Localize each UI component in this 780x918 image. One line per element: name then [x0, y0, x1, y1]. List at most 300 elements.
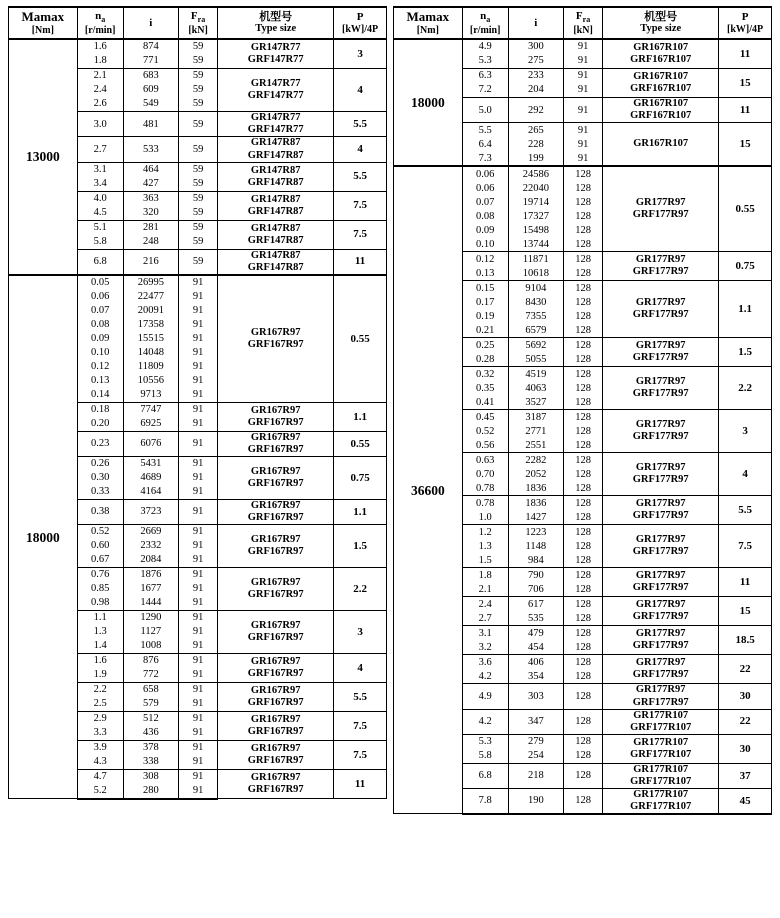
type-size-cell — [603, 788, 719, 814]
na-cell: 2.4 — [462, 597, 508, 612]
i-cell: 281 — [123, 220, 178, 235]
type-size-cell — [218, 524, 334, 567]
power-cell: 37 — [719, 763, 772, 788]
na-cell: 0.52 — [77, 524, 123, 539]
i-cell: 190 — [508, 788, 563, 814]
power-cell: 22 — [719, 655, 772, 684]
fra-cell: 59 — [178, 206, 217, 221]
fra-cell: 128 — [563, 281, 602, 296]
fra-cell: 91 — [178, 304, 217, 318]
type-size-line: GR177R97 — [635, 599, 686, 611]
fra-cell: 128 — [563, 640, 602, 655]
fra-cell: 91 — [178, 711, 217, 726]
i-cell: 308 — [123, 769, 178, 784]
na-cell: 3.4 — [77, 177, 123, 192]
fra-cell: 91 — [178, 539, 217, 553]
na-cell: 0.06 — [77, 290, 123, 304]
type-size-line: GRF177R107 — [630, 721, 692, 733]
na-cell: 0.15 — [462, 281, 508, 296]
i-cell: 233 — [508, 69, 563, 84]
header-p-unit: [kW]/4P — [727, 23, 764, 35]
fra-cell: 59 — [178, 249, 217, 275]
type-size-line: GR167R97 — [250, 404, 301, 416]
i-cell: 17358 — [123, 318, 178, 332]
na-cell: 2.7 — [462, 611, 508, 626]
fra-cell: 128 — [563, 467, 602, 481]
mamax-cell: 18000 — [394, 39, 463, 166]
header-na-symbol: n — [95, 10, 102, 22]
type-size-line: GR167R97 — [250, 576, 301, 588]
na-cell: 1.1 — [77, 610, 123, 625]
fra-cell: 128 — [563, 582, 602, 597]
type-size-line: GR177R107 — [633, 736, 689, 748]
type-size-cell — [218, 567, 334, 610]
na-cell: 0.30 — [77, 471, 123, 485]
power-cell: 5.5 — [334, 112, 387, 137]
header-fra-label — [564, 10, 602, 25]
fra-cell: 128 — [563, 424, 602, 438]
power-cell: 7.5 — [719, 525, 772, 568]
type-size-line: GRF147R87 — [247, 205, 304, 217]
type-size-line: GR167R107 — [633, 42, 689, 54]
fra-cell: 91 — [178, 653, 217, 668]
fra-cell: 128 — [563, 195, 602, 209]
type-size-line: GRF167R107 — [630, 110, 692, 122]
fra-cell: 128 — [563, 709, 602, 734]
fra-cell: 128 — [563, 453, 602, 468]
type-size-line: GRF147R87 — [247, 176, 304, 188]
type-size-line: GR177R107 — [633, 788, 689, 800]
power-cell: 2.2 — [719, 367, 772, 410]
fra-cell: 91 — [178, 402, 217, 417]
type-size-line: GR177R97 — [635, 419, 686, 431]
type-size-line: GR167R97 — [250, 619, 301, 631]
na-cell: 0.07 — [462, 195, 508, 209]
na-cell: 0.21 — [462, 323, 508, 338]
header-p — [334, 7, 387, 39]
i-cell: 454 — [508, 640, 563, 655]
fra-cell: 59 — [178, 162, 217, 177]
type-size-line: GR147R87 — [250, 249, 301, 261]
fra-cell: 128 — [563, 438, 602, 453]
fra-cell: 128 — [563, 611, 602, 626]
i-cell: 1836 — [508, 496, 563, 511]
na-cell: 5.1 — [77, 220, 123, 235]
i-cell: 320 — [123, 206, 178, 221]
i-cell: 8430 — [508, 295, 563, 309]
na-cell: 0.25 — [462, 338, 508, 353]
i-cell: 6579 — [508, 323, 563, 338]
header-na-label — [78, 10, 123, 25]
i-cell: 2669 — [123, 524, 178, 539]
type-size-cell — [603, 496, 719, 525]
type-size-line: GR177R97 — [635, 462, 686, 474]
header-type-en: Type size — [640, 23, 682, 35]
i-cell: 512 — [123, 711, 178, 726]
header-p-label: P — [741, 11, 749, 24]
type-size-line: GR167R107 — [633, 98, 689, 110]
i-cell: 3527 — [508, 395, 563, 410]
fra-cell: 128 — [563, 323, 602, 338]
type-size-line: GR147R87 — [250, 164, 301, 176]
na-cell: 1.3 — [462, 539, 508, 553]
type-size-line: GR147R87 — [250, 222, 301, 234]
na-cell: 0.98 — [77, 596, 123, 611]
type-size-cell — [218, 431, 334, 456]
type-size-line: GRF177R97 — [632, 510, 689, 522]
i-cell: 479 — [508, 626, 563, 641]
fra-cell: 91 — [178, 346, 217, 360]
fra-cell: 91 — [178, 682, 217, 697]
type-size-cell — [218, 39, 334, 69]
power-cell: 30 — [719, 734, 772, 763]
na-cell: 0.12 — [77, 360, 123, 374]
na-cell: 0.06 — [462, 166, 508, 181]
type-size-line: GRF167R97 — [247, 696, 304, 708]
fra-cell: 59 — [178, 137, 217, 162]
type-size-line: GR177R97 — [635, 570, 686, 582]
table-row — [9, 275, 387, 290]
i-cell: 248 — [123, 235, 178, 250]
power-cell: 3 — [719, 410, 772, 453]
na-cell: 3.9 — [77, 740, 123, 755]
na-cell: 0.63 — [462, 453, 508, 468]
type-size-line: GRF177R97 — [632, 611, 689, 623]
fra-cell: 128 — [563, 181, 602, 195]
type-size-line: GR177R97 — [635, 534, 686, 546]
header-mamax-unit: [Nm] — [31, 24, 54, 36]
type-size-line: GR167R97 — [250, 499, 301, 511]
table-row — [394, 39, 772, 54]
header-fra-subscript: ra — [582, 15, 591, 25]
fra-cell: 59 — [178, 177, 217, 192]
header-na-unit: [r/min] — [84, 25, 116, 37]
na-cell: 0.26 — [77, 456, 123, 471]
i-cell: 280 — [123, 784, 178, 799]
i-cell: 13744 — [508, 237, 563, 252]
fra-cell: 128 — [563, 510, 602, 525]
type-size-cell — [603, 763, 719, 788]
power-cell: 5.5 — [334, 162, 387, 191]
na-cell: 1.4 — [77, 639, 123, 654]
type-size-line: GRF177R107 — [630, 775, 692, 787]
power-cell: 11 — [334, 769, 387, 799]
power-cell: 11 — [334, 249, 387, 275]
header-fra-symbol: F — [575, 10, 583, 22]
i-cell: 10618 — [508, 266, 563, 281]
type-size-cell — [218, 769, 334, 799]
fra-cell: 128 — [563, 481, 602, 496]
i-cell: 6925 — [123, 417, 178, 432]
i-cell: 292 — [508, 98, 563, 123]
fra-cell: 91 — [563, 54, 602, 69]
type-size-line: GR177R97 — [635, 340, 686, 352]
fra-cell: 91 — [563, 151, 602, 166]
type-size-line: GRF177R97 — [632, 582, 689, 594]
fra-cell: 128 — [563, 655, 602, 670]
fra-cell: 91 — [178, 625, 217, 639]
header-na — [77, 7, 123, 39]
fra-cell: 128 — [563, 295, 602, 309]
na-cell: 0.38 — [77, 499, 123, 524]
i-cell: 4689 — [123, 471, 178, 485]
fra-cell: 128 — [563, 626, 602, 641]
na-cell: 4.9 — [462, 39, 508, 54]
fra-cell: 91 — [563, 137, 602, 151]
na-cell: 0.12 — [462, 252, 508, 267]
fra-cell: 59 — [178, 235, 217, 250]
power-cell: 5.5 — [334, 682, 387, 711]
fra-cell: 91 — [178, 431, 217, 456]
na-cell: 3.3 — [77, 726, 123, 741]
power-cell: 22 — [719, 709, 772, 734]
type-size-cell — [218, 711, 334, 740]
type-size-line: GRF147R77 — [247, 90, 304, 102]
fra-cell: 91 — [563, 39, 602, 54]
i-cell: 609 — [123, 83, 178, 97]
fra-cell: 128 — [563, 223, 602, 237]
type-size-cell — [603, 410, 719, 453]
fra-cell: 91 — [178, 668, 217, 683]
na-cell: 0.33 — [77, 485, 123, 500]
type-size-line: GR167R97 — [250, 655, 301, 667]
fra-cell: 91 — [178, 471, 217, 485]
i-cell: 436 — [123, 726, 178, 741]
i-cell: 378 — [123, 740, 178, 755]
type-size-line: GR147R87 — [250, 137, 301, 149]
type-size-cell — [603, 166, 719, 252]
i-cell: 2084 — [123, 553, 178, 568]
i-cell: 2771 — [508, 424, 563, 438]
fra-cell: 91 — [178, 499, 217, 524]
type-size-cell — [218, 191, 334, 220]
fra-cell: 91 — [178, 610, 217, 625]
i-cell: 228 — [508, 137, 563, 151]
na-cell: 7.3 — [462, 151, 508, 166]
i-cell: 984 — [508, 553, 563, 568]
type-size-cell — [603, 338, 719, 367]
na-cell: 1.0 — [462, 510, 508, 525]
header-fra-label — [179, 10, 217, 25]
na-cell: 1.6 — [77, 39, 123, 54]
i-cell: 6076 — [123, 431, 178, 456]
na-cell: 2.1 — [462, 582, 508, 597]
i-cell: 5431 — [123, 456, 178, 471]
power-cell: 3 — [334, 39, 387, 69]
power-cell: 30 — [719, 684, 772, 709]
power-cell: 15 — [719, 69, 772, 98]
left-table-body — [9, 39, 387, 799]
power-cell: 1.1 — [334, 402, 387, 431]
fra-cell: 128 — [563, 763, 602, 788]
power-cell: 5.5 — [719, 496, 772, 525]
type-size-line: GRF177R97 — [632, 431, 689, 443]
na-cell: 5.3 — [462, 54, 508, 69]
fra-cell: 128 — [563, 669, 602, 684]
type-size-cell — [603, 597, 719, 626]
type-size-line: GR167R97 — [250, 772, 301, 784]
header-row — [394, 7, 772, 39]
power-cell: 4 — [334, 137, 387, 162]
na-cell: 2.4 — [77, 83, 123, 97]
i-cell: 4063 — [508, 381, 563, 395]
fra-cell: 91 — [178, 769, 217, 784]
power-cell: 15 — [719, 123, 772, 167]
power-cell: 7.5 — [334, 220, 387, 249]
na-cell: 4.7 — [77, 769, 123, 784]
type-size-cell — [603, 655, 719, 684]
type-size-line: GRF147R77 — [247, 54, 304, 66]
mamax-cell: 18000 — [9, 275, 78, 799]
na-cell: 6.8 — [462, 763, 508, 788]
table-row — [9, 39, 387, 54]
fra-cell: 128 — [563, 749, 602, 764]
right-table — [393, 6, 772, 815]
power-cell: 4 — [334, 653, 387, 682]
type-size-cell — [603, 69, 719, 98]
na-cell: 1.6 — [77, 653, 123, 668]
i-cell: 9104 — [508, 281, 563, 296]
power-cell: 45 — [719, 788, 772, 814]
fra-cell: 128 — [563, 252, 602, 267]
power-cell: 7.5 — [334, 711, 387, 740]
i-cell: 19714 — [508, 195, 563, 209]
i-cell: 2282 — [508, 453, 563, 468]
type-size-line: GRF177R97 — [632, 696, 689, 708]
na-cell: 4.3 — [77, 755, 123, 770]
na-cell: 5.0 — [462, 98, 508, 123]
na-cell: 7.8 — [462, 788, 508, 814]
type-size-cell — [218, 456, 334, 499]
i-cell: 22040 — [508, 181, 563, 195]
header-fra-unit: [kN] — [188, 25, 208, 37]
type-size-line: GRF167R97 — [247, 631, 304, 643]
i-cell: 14048 — [123, 346, 178, 360]
i-cell: 7747 — [123, 402, 178, 417]
type-size-cell — [603, 626, 719, 655]
na-cell: 2.2 — [77, 682, 123, 697]
type-size-cell — [603, 367, 719, 410]
fra-cell: 91 — [178, 567, 217, 582]
header-na-unit: [r/min] — [469, 25, 501, 37]
fra-cell: 128 — [563, 381, 602, 395]
type-size-cell — [603, 98, 719, 123]
header-mamax-label: Mamax — [406, 9, 450, 25]
type-size-line: GRF177R97 — [632, 669, 689, 681]
type-size-line: GRF147R87 — [247, 234, 304, 246]
i-cell: 303 — [508, 684, 563, 709]
power-cell: 3 — [334, 610, 387, 653]
power-cell: 18.5 — [719, 626, 772, 655]
type-size-cell — [218, 653, 334, 682]
header-mamax-unit: [Nm] — [416, 24, 439, 36]
na-cell: 6.8 — [77, 249, 123, 275]
i-cell: 3187 — [508, 410, 563, 425]
fra-cell: 128 — [563, 395, 602, 410]
na-cell: 0.45 — [462, 410, 508, 425]
i-cell: 10556 — [123, 374, 178, 388]
i-cell: 427 — [123, 177, 178, 192]
type-size-line: GRF167R97 — [247, 416, 304, 428]
fra-cell: 128 — [563, 338, 602, 353]
power-cell: 11 — [719, 98, 772, 123]
i-cell: 1876 — [123, 567, 178, 582]
type-size-line: GRF167R97 — [247, 588, 304, 600]
i-cell: 549 — [123, 97, 178, 112]
fra-cell: 91 — [178, 485, 217, 500]
type-size-line: GRF167R107 — [630, 83, 692, 95]
type-size-line: GR177R97 — [635, 254, 686, 266]
power-cell: 1.1 — [334, 499, 387, 524]
na-cell: 0.19 — [462, 309, 508, 323]
header-type — [603, 7, 719, 39]
na-cell: 4.5 — [77, 206, 123, 221]
na-cell: 0.52 — [462, 424, 508, 438]
fra-cell: 128 — [563, 166, 602, 181]
type-size-line: GRF147R87 — [247, 149, 304, 161]
type-size-line: GR147R77 — [250, 112, 301, 124]
fra-cell: 91 — [178, 290, 217, 304]
power-cell: 1.5 — [334, 524, 387, 567]
i-cell: 5055 — [508, 352, 563, 367]
i-cell: 1677 — [123, 582, 178, 596]
i-cell: 20091 — [123, 304, 178, 318]
na-cell: 0.76 — [77, 567, 123, 582]
na-cell: 7.2 — [462, 83, 508, 98]
na-cell: 0.08 — [462, 209, 508, 223]
type-size-cell — [218, 137, 334, 162]
type-size-line: GR177R97 — [635, 376, 686, 388]
na-cell: 0.20 — [77, 417, 123, 432]
na-cell: 0.13 — [77, 374, 123, 388]
na-cell: 6.3 — [462, 69, 508, 84]
power-cell: 0.75 — [334, 456, 387, 499]
fra-cell: 128 — [563, 539, 602, 553]
na-cell: 1.5 — [462, 553, 508, 568]
table-row — [394, 166, 772, 181]
fra-cell: 128 — [563, 309, 602, 323]
na-cell: 5.5 — [462, 123, 508, 138]
fra-cell: 91 — [178, 755, 217, 770]
type-size-line: GR167R107 — [633, 138, 689, 150]
header-type — [218, 7, 334, 39]
type-size-cell — [603, 453, 719, 496]
na-cell: 0.85 — [77, 582, 123, 596]
header-na-label — [463, 10, 508, 25]
na-cell: 1.2 — [462, 525, 508, 540]
header-na-symbol: n — [480, 10, 487, 22]
i-cell: 2052 — [508, 467, 563, 481]
type-size-cell — [218, 740, 334, 769]
power-cell: 1.1 — [719, 281, 772, 338]
header-na-subscript: a — [486, 15, 491, 25]
power-cell: 7.5 — [334, 740, 387, 769]
i-cell: 4164 — [123, 485, 178, 500]
fra-cell: 59 — [178, 97, 217, 112]
na-cell: 2.5 — [77, 697, 123, 712]
i-cell: 5692 — [508, 338, 563, 353]
fra-cell: 128 — [563, 209, 602, 223]
power-cell: 0.55 — [334, 275, 387, 403]
type-size-line: GR167R97 — [250, 713, 301, 725]
left-table — [8, 6, 387, 800]
fra-cell: 59 — [178, 69, 217, 84]
type-size-line: GR167R97 — [250, 465, 301, 477]
type-size-line: GRF177R107 — [630, 748, 692, 760]
na-cell: 3.1 — [462, 626, 508, 641]
na-cell: 6.4 — [462, 137, 508, 151]
type-size-line: GR167R97 — [250, 431, 301, 443]
